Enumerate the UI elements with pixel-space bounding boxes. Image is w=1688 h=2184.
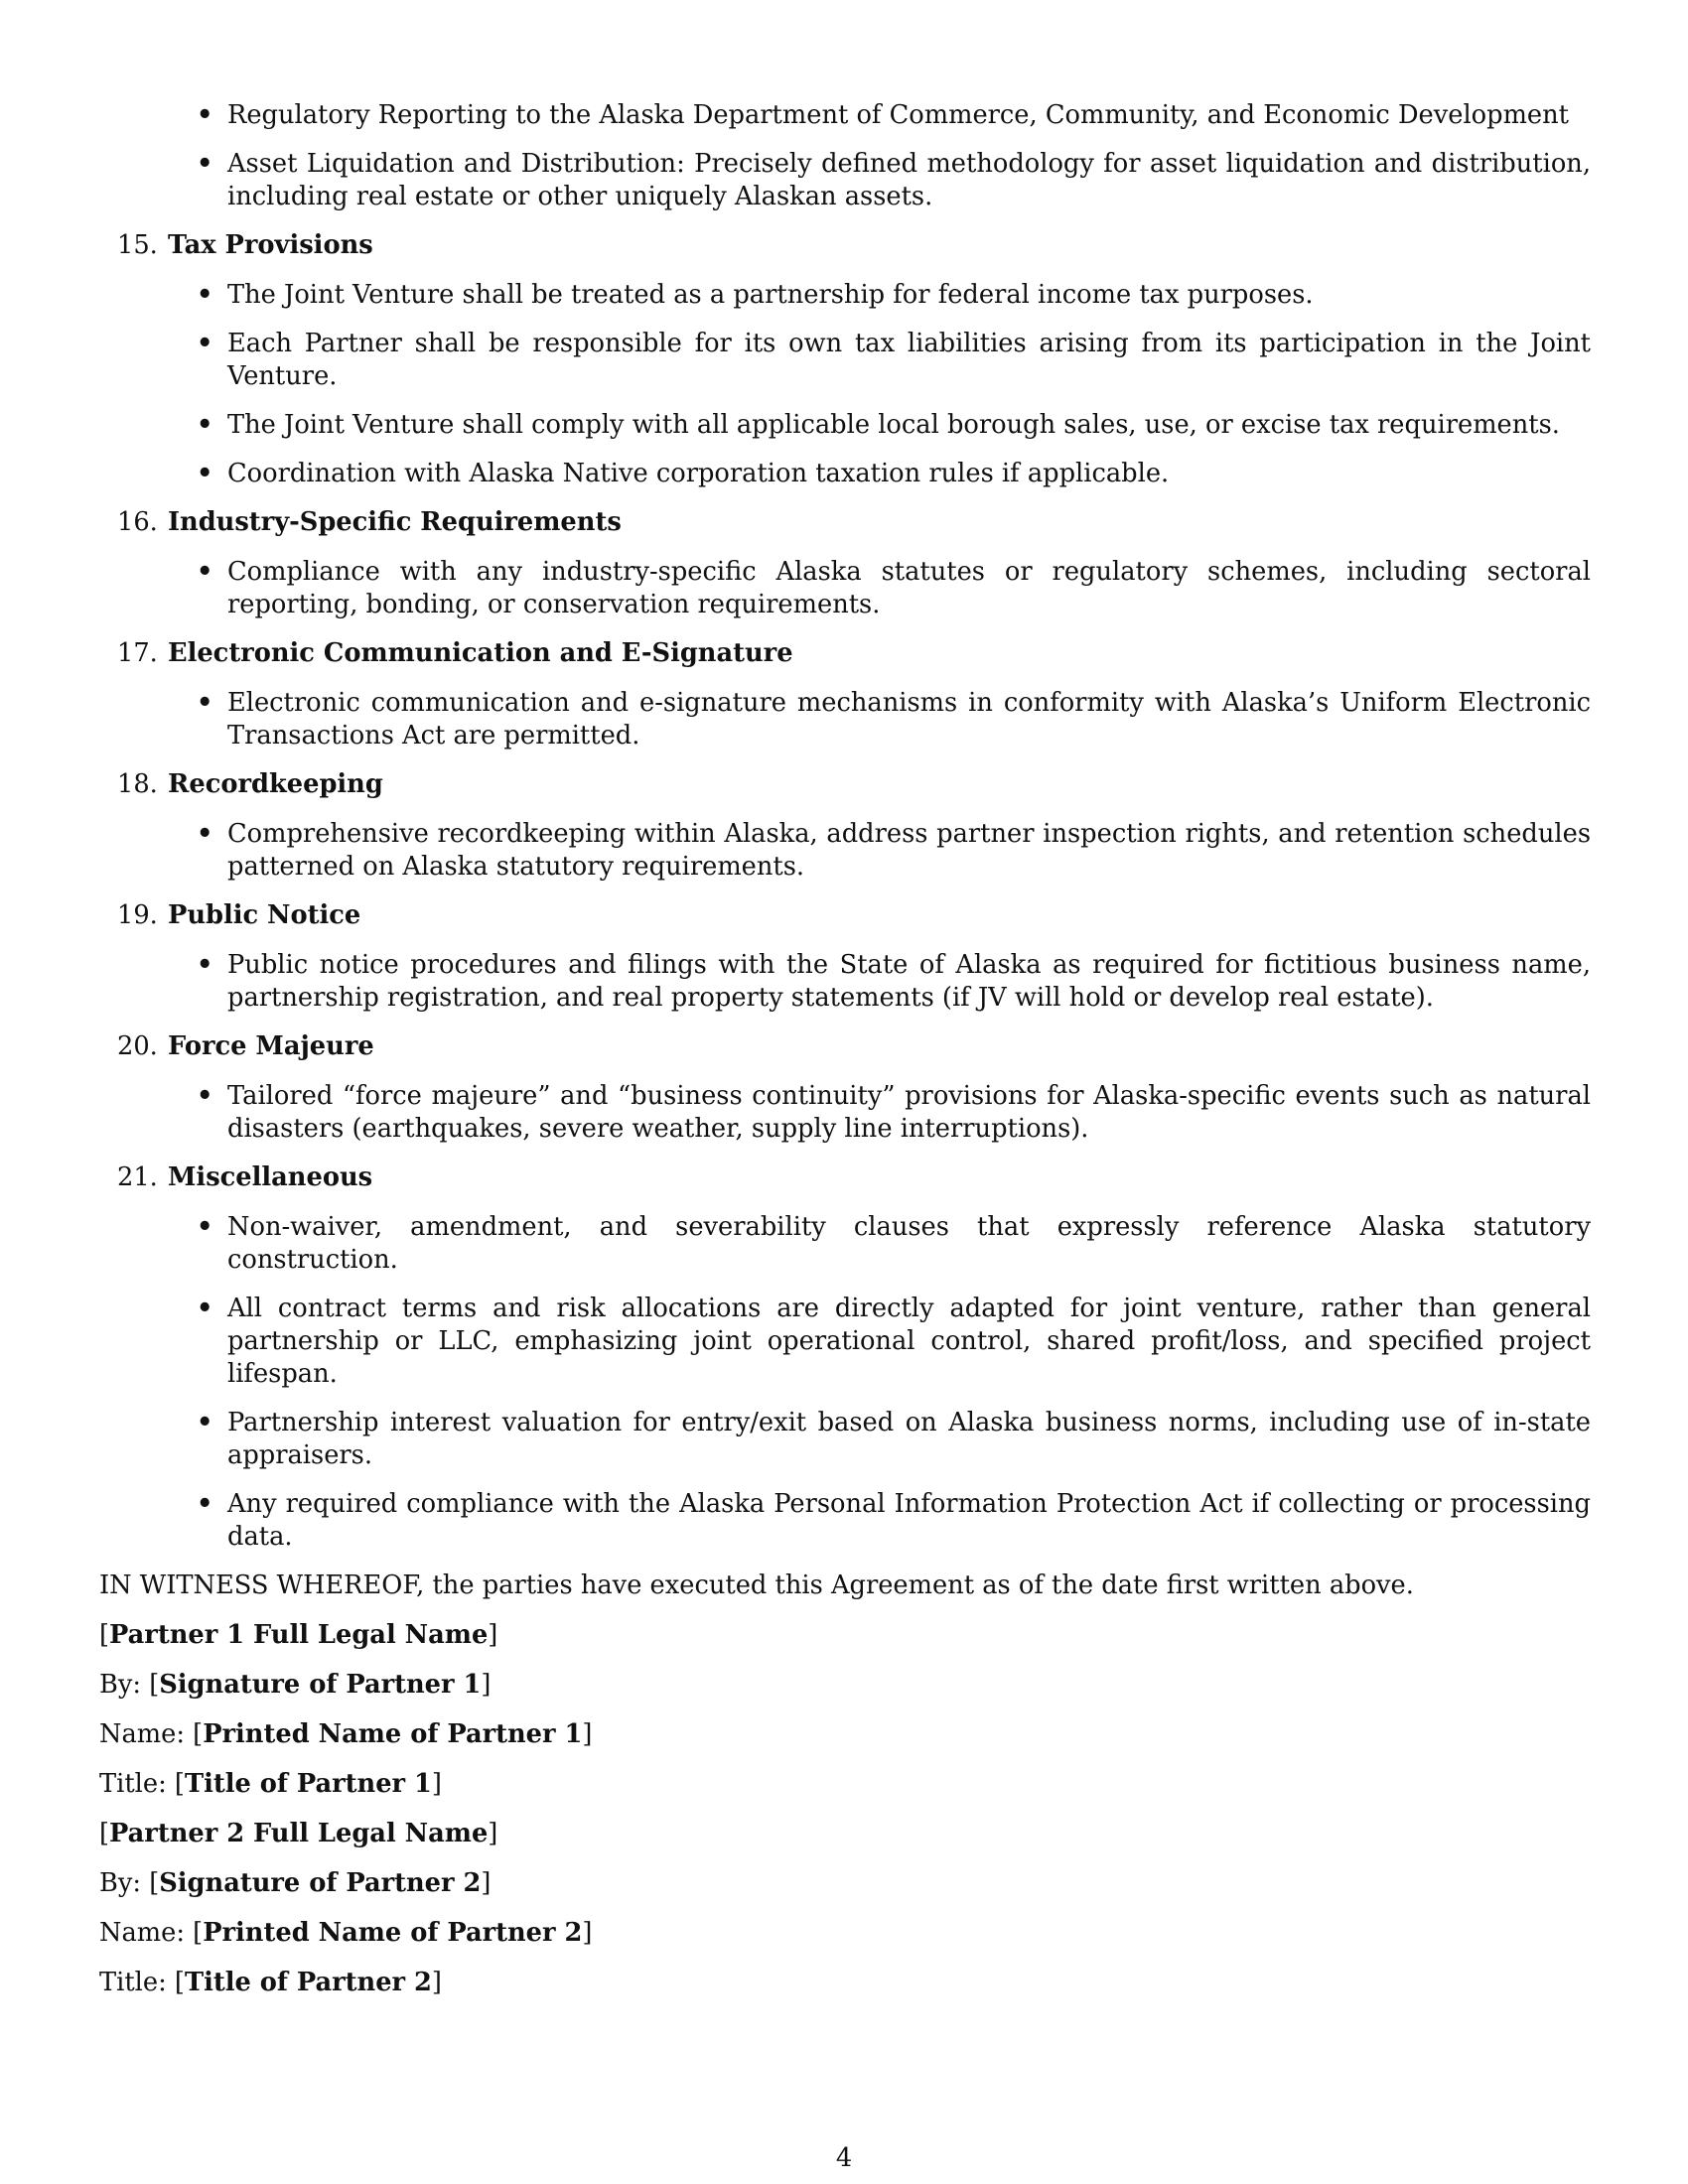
name-label: Name: [99, 1719, 194, 1749]
section-industry-specific-requirements [99, 506, 1591, 621]
partner-1-legal-name-line [99, 1619, 1591, 1652]
list-item [99, 818, 1591, 884]
bracket-open: [ [174, 1769, 185, 1799]
partner-2-signature: Signature of Partner 2 [159, 1868, 482, 1898]
name-label: Name: [99, 1918, 194, 1948]
section-heading [99, 229, 1591, 262]
section-tax-provisions [99, 229, 1591, 490]
bullet-icon: • [197, 1489, 213, 1519]
bullet-icon: • [197, 557, 213, 587]
section-heading [99, 1030, 1591, 1063]
partner-2-printed-name: Printed Name of Partner 2 [203, 1918, 583, 1948]
section-public-notice [99, 899, 1591, 1015]
partner-1-legal-name: Partner 1 Full Legal Name [109, 1620, 489, 1650]
bracket-open: [ [149, 1868, 160, 1898]
bullet-text: Partnership interest valuation for entry/exit based on Alaska business norms, including use of in-state appraisers. [227, 1408, 1591, 1470]
section-title: Miscellaneous [168, 1162, 373, 1192]
list-item [99, 328, 1591, 393]
title-label: Title: [99, 1968, 175, 1997]
partner-2-legal-name: Partner 2 Full Legal Name [109, 1819, 489, 1848]
section-bullet-list [99, 687, 1591, 752]
bullet-text: The Joint Venture shall comply with all applicable local borough sales, use, or excise tax requirements. [227, 410, 1560, 440]
partner-1-title: Title of Partner 1 [184, 1769, 432, 1799]
bullet-text: Any required compliance with the Alaska Personal Information Protection Act if collecting or processing data. [227, 1489, 1591, 1552]
section-bullet-list [99, 279, 1591, 490]
bullet-text: Each Partner shall be responsible for its own tax liabilities arising from its participation in the Joint Venture. [227, 329, 1591, 391]
bracket-open: [ [149, 1670, 160, 1700]
intro-bullet-item [99, 148, 1591, 213]
bracket-close: ] [481, 1868, 492, 1898]
partner-2-legal-name-line [99, 1818, 1591, 1850]
list-item [99, 556, 1591, 621]
bullet-icon: • [197, 100, 213, 130]
section-heading [99, 899, 1591, 932]
intro-bullet-item [99, 99, 1591, 132]
partner-2-title: Title of Partner 2 [184, 1968, 432, 1997]
by-label: By: [99, 1670, 150, 1700]
section-number: 19. [117, 900, 158, 930]
partner-1-signature-line [99, 1669, 1591, 1702]
bullet-icon: • [197, 1294, 213, 1323]
bullet-text: Electronic communication and e-signature mechanisms in conformity with Alaska’s Uniform Electronic Transactions Act are permitted. [227, 688, 1591, 751]
section-recordkeeping [99, 768, 1591, 884]
bracket-close: ] [431, 1968, 442, 1997]
bullet-icon: • [197, 149, 213, 179]
section-number: 20. [117, 1031, 158, 1061]
bullet-icon: • [197, 819, 213, 849]
section-number: 16. [117, 507, 158, 537]
partner-1-printed-name: Printed Name of Partner 1 [203, 1719, 583, 1749]
section-heading [99, 1161, 1591, 1194]
bracket-open: [ [193, 1918, 204, 1948]
list-item [99, 1080, 1591, 1146]
bullet-icon: • [197, 1081, 213, 1111]
section-title: Industry-Specific Requirements [168, 507, 622, 537]
bracket-close: ] [488, 1620, 498, 1650]
section-title: Force Majeure [168, 1031, 374, 1061]
section-bullet-list [99, 949, 1591, 1015]
bullet-text: All contract terms and risk allocations are directly adapted for joint venture, rather than general partnership or LLC, emphasizing joint operational control, shared profit/loss, and specified project lifespan. [227, 1294, 1591, 1389]
list-item [99, 1407, 1591, 1472]
bullet-icon: • [197, 280, 213, 310]
section-heading [99, 506, 1591, 539]
signature-block-partner-1 [99, 1619, 1591, 1801]
partner-2-printed-name-line [99, 1917, 1591, 1950]
witness-clause: IN WITNESS WHEREOF, the parties have executed this Agreement as of the date first written above. [99, 1570, 1414, 1600]
list-item [99, 1488, 1591, 1554]
bullet-text: Public notice procedures and filings with the State of Alaska as required for fictitious business name, partnership registration, and real property statements (if JV will hold or develop real estate). [227, 950, 1591, 1013]
list-item [99, 949, 1591, 1015]
bullet-icon: • [197, 1212, 213, 1242]
section-miscellaneous [99, 1161, 1591, 1554]
list-item [99, 279, 1591, 312]
partner-2-title-line [99, 1967, 1591, 1999]
list-item [99, 687, 1591, 752]
bullet-text: Regulatory Reporting to the Alaska Department of Commerce, Community, and Economic Development [227, 100, 1570, 130]
section-title: Public Notice [168, 900, 361, 930]
intro-bullet-list [99, 99, 1591, 213]
bracket-open: [ [99, 1819, 110, 1848]
bracket-open: [ [99, 1620, 110, 1650]
bullet-icon: • [197, 1408, 213, 1437]
partner-2-signature-line [99, 1867, 1591, 1900]
list-item [99, 458, 1591, 490]
bracket-open: [ [174, 1968, 185, 1997]
bullet-icon: • [197, 410, 213, 440]
partner-1-printed-name-line [99, 1718, 1591, 1751]
bullet-text: Asset Liquidation and Distribution: Precisely defined methodology for asset liquidation and distribution, including real estate or other uniquely Alaskan assets. [227, 149, 1591, 211]
section-title: Recordkeeping [168, 769, 383, 799]
bullet-text: Non-waiver, amendment, and severability clauses that expressly reference Alaska statutory construction. [227, 1212, 1591, 1275]
list-item [99, 409, 1591, 442]
section-bullet-list [99, 818, 1591, 884]
by-label: By: [99, 1868, 150, 1898]
section-heading [99, 768, 1591, 801]
bullet-text: Compliance with any industry-specific Alaska statutes or regulatory schemes, including sectoral reporting, bonding, or conservation requirements. [227, 557, 1591, 619]
partner-1-title-line [99, 1768, 1591, 1801]
bracket-close: ] [582, 1918, 593, 1948]
section-bullet-list [99, 556, 1591, 621]
bullet-text: The Joint Venture shall be treated as a partnership for federal income tax purposes. [227, 280, 1314, 310]
partner-1-signature: Signature of Partner 1 [159, 1670, 482, 1700]
section-number: 18. [117, 769, 158, 799]
section-bullet-list [99, 1080, 1591, 1146]
bracket-close: ] [582, 1719, 593, 1749]
section-electronic-communication [99, 637, 1591, 752]
bracket-close: ] [488, 1819, 498, 1848]
bullet-icon: • [197, 329, 213, 358]
section-title: Electronic Communication and E-Signature [168, 638, 793, 668]
bullet-text: Tailored “force majeure” and “business continuity” provisions for Alaska-specific events such as natural disasters (earthquakes, severe weather, supply line interruptions). [227, 1081, 1591, 1144]
bracket-open: [ [193, 1719, 204, 1749]
bullet-text: Coordination with Alaska Native corporation taxation rules if applicable. [227, 459, 1170, 488]
page-number: 4 [835, 2143, 853, 2173]
bullet-icon: • [197, 459, 213, 488]
section-force-majeure [99, 1030, 1591, 1146]
section-bullet-list [99, 1211, 1591, 1554]
section-number: 17. [117, 638, 158, 668]
document-body [99, 99, 1591, 2016]
section-number: 15. [117, 230, 158, 260]
bracket-close: ] [481, 1670, 492, 1700]
section-title: Tax Provisions [168, 230, 373, 260]
section-heading [99, 637, 1591, 670]
bullet-icon: • [197, 950, 213, 980]
bracket-close: ] [431, 1769, 442, 1799]
list-item [99, 1293, 1591, 1391]
signature-block-partner-2 [99, 1818, 1591, 1999]
list-item [99, 1211, 1591, 1277]
section-number: 21. [117, 1162, 158, 1192]
title-label: Title: [99, 1769, 175, 1799]
bullet-text: Comprehensive recordkeeping within Alaska, address partner inspection rights, and retention schedules patterned on Alaska statutory requirements. [227, 819, 1591, 882]
bullet-icon: • [197, 688, 213, 718]
